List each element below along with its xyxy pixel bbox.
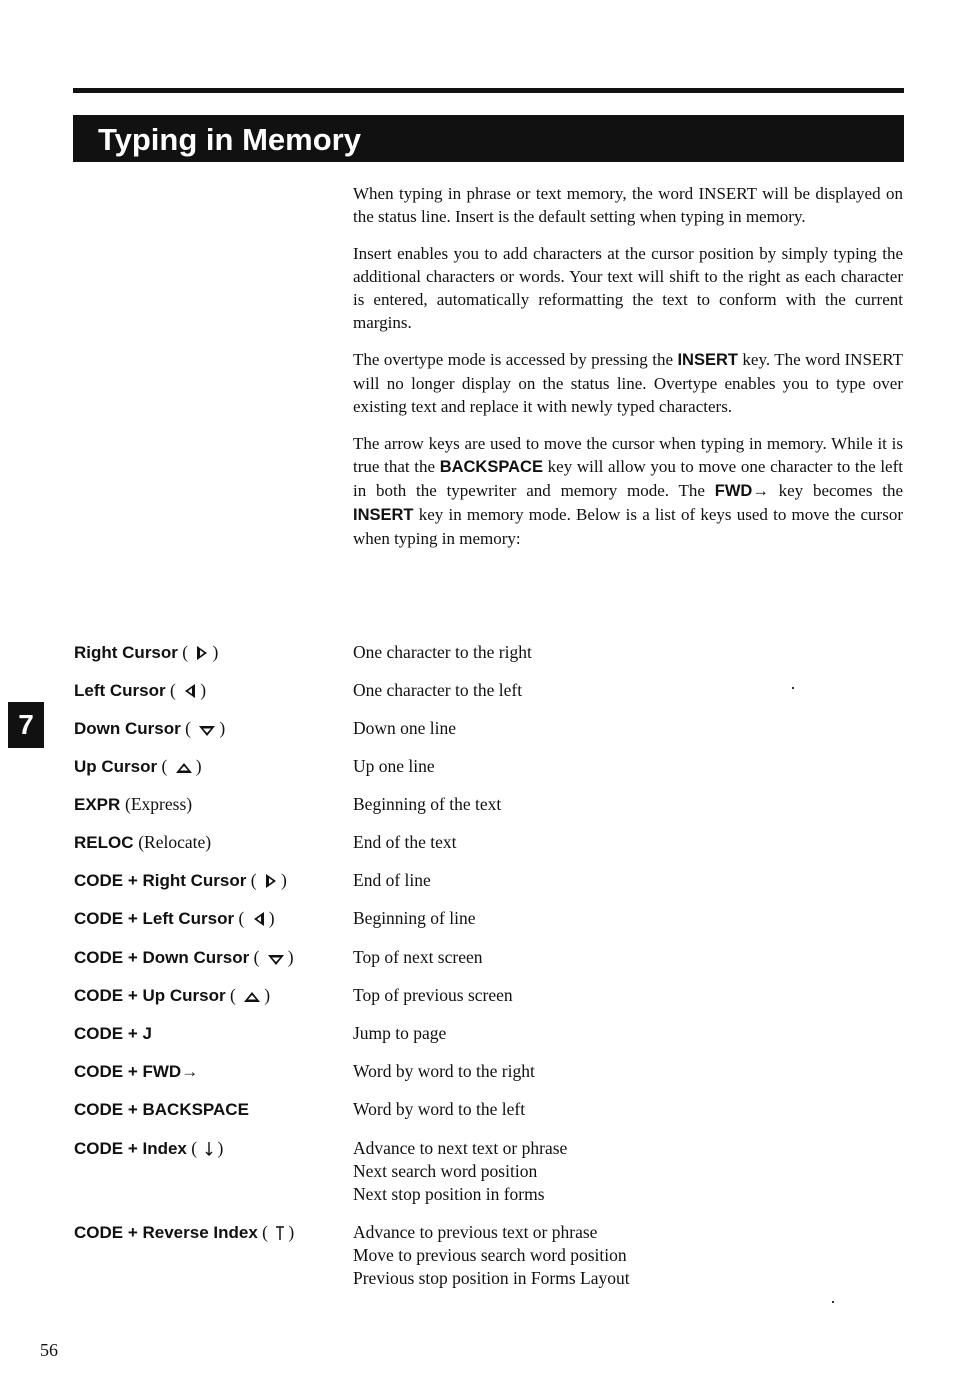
paren-open: ( — [157, 756, 172, 776]
key-description — [353, 984, 513, 1007]
key-combination — [74, 907, 275, 930]
arrow-up-icon — [240, 986, 264, 1005]
key-description — [353, 793, 501, 816]
key-description — [353, 641, 532, 664]
key-label: EXPR — [74, 795, 121, 814]
key-label: Right Cursor — [74, 643, 178, 662]
index-down-icon — [201, 1139, 217, 1158]
description-line: Advance to next text or phrase — [353, 1138, 568, 1158]
key-description — [353, 1137, 567, 1206]
paren-open: ( — [180, 718, 196, 738]
description-line: Previous stop position in Forms Layout — [353, 1268, 630, 1288]
paren-close: ) — [217, 1138, 224, 1158]
key-label: CODE + Left Cursor — [74, 909, 235, 928]
key-description — [353, 1060, 535, 1083]
key-note: (Relocate) — [138, 832, 212, 852]
key-label: CODE + Index — [74, 1139, 187, 1158]
page-number: 56 — [40, 1340, 58, 1360]
arrow-left-icon — [180, 681, 200, 700]
print-speck — [832, 1301, 834, 1303]
key-label: CODE + Down Cursor — [74, 948, 250, 967]
text-run: The arrow keys are used to move the cursor when typing in memory. While it is true that the — [353, 434, 903, 476]
description-line: Top of previous screen — [353, 985, 513, 1005]
paren-close: ) — [195, 756, 202, 776]
key-note: (Express) — [125, 794, 193, 814]
key-description — [353, 679, 522, 702]
key-description — [353, 869, 431, 892]
text-run: key becomes the — [768, 481, 903, 500]
description-line: Down one line — [353, 718, 457, 738]
description-line: Advance to previous text or phrase — [353, 1222, 598, 1242]
key-description — [353, 1098, 525, 1121]
text-run: key. The word INSERT will no longer display on the status line. Overtype enables you to type over existing text and replace it with newly typed characters. — [353, 350, 903, 416]
paren-close: ) — [264, 985, 271, 1005]
key-label: RELOC — [74, 833, 134, 852]
key-description — [353, 717, 456, 740]
description-line: Up one line — [353, 756, 435, 776]
key-label: CODE + Right Cursor — [74, 871, 247, 890]
key-name-insert: INSERT — [677, 351, 738, 369]
description-line: One character to the left — [353, 680, 523, 700]
key-combination — [74, 679, 206, 702]
key-combination — [74, 717, 225, 740]
top-rule — [73, 88, 904, 93]
key-description — [353, 831, 457, 854]
key-combination — [74, 1221, 294, 1244]
intro-paragraph-3 — [353, 348, 903, 418]
description-line: End of the text — [353, 832, 457, 852]
key-label: CODE + FWD→ — [74, 1062, 199, 1081]
key-combination — [74, 1022, 152, 1045]
text-run: The overtype mode is accessed by pressing the — [353, 350, 678, 369]
description-line: Move to previous search word position — [353, 1245, 627, 1265]
key-name-insert: INSERT — [353, 506, 414, 524]
key-description — [353, 907, 475, 930]
description-line: Word by word to the left — [353, 1099, 526, 1119]
text-run: key will allow you to move one character to the left in both the typewriter and memory mode. The — [353, 457, 903, 500]
description-line: Beginning of line — [353, 908, 476, 928]
key-description — [353, 755, 435, 778]
paren-open: ( — [234, 908, 249, 928]
description-line: Top of next screen — [353, 947, 483, 967]
key-combination — [74, 641, 218, 664]
paren-close: ) — [288, 1222, 295, 1242]
intro-text — [353, 182, 903, 564]
key-name-fwd: FWD→ — [714, 482, 769, 500]
key-name-backspace: BACKSPACE — [439, 458, 543, 476]
key-label: CODE + BACKSPACE — [74, 1100, 249, 1119]
description-line: Word by word to the right — [353, 1061, 535, 1081]
key-label: Up Cursor — [74, 757, 158, 776]
paren-open: ( — [186, 1138, 202, 1158]
key-combination — [74, 831, 211, 854]
key-combination — [74, 1137, 223, 1160]
text-run: key in memory mode. Below is a list of keys used to move the cursor when typing in memory: — [353, 505, 903, 548]
key-label: Left Cursor — [74, 681, 166, 700]
key-combination — [74, 1060, 198, 1083]
arrow-right-icon — [192, 643, 212, 662]
arrow-up-icon — [172, 757, 196, 776]
key-label: CODE + J — [74, 1024, 152, 1043]
description-line: Next stop position in forms — [353, 1184, 545, 1204]
intro-paragraph-1: When typing in phrase or text memory, the word INSERT will be displayed on the status line. Insert is the default setting when typing in memory. — [353, 184, 903, 226]
paren-open: ( — [246, 870, 261, 890]
key-label: CODE + Reverse Index — [74, 1223, 258, 1242]
description-line: Beginning of the text — [353, 794, 502, 814]
key-label: Down Cursor — [74, 719, 181, 738]
page-title: Typing in Memory — [73, 115, 904, 162]
key-description — [353, 1022, 446, 1045]
paren-close: ) — [200, 680, 207, 700]
key-description — [353, 1221, 630, 1290]
paren-open: ( — [257, 1222, 273, 1242]
index-up-icon — [272, 1223, 288, 1242]
key-description — [353, 946, 483, 969]
description-line: End of line — [353, 870, 431, 890]
intro-paragraph-4 — [353, 432, 903, 550]
paren-open: ( — [177, 642, 193, 662]
paren-open: ( — [249, 947, 264, 967]
paren-close: ) — [280, 870, 287, 890]
arrow-right-icon — [261, 871, 281, 890]
paren-close: ) — [268, 908, 275, 928]
key-combination — [74, 793, 192, 816]
print-speck — [792, 687, 794, 689]
paren-open: ( — [165, 680, 181, 700]
description-line: Next search word position — [353, 1161, 538, 1181]
intro-paragraph-2: Insert enables you to add characters at the cursor position by simply typing the additional characters or words. Your text will shift to the right as each character is entered, automatically reformatting the text to conform with the current margins. — [353, 244, 903, 332]
paren-close: ) — [287, 947, 294, 967]
arrow-down-icon — [264, 948, 288, 967]
paren-close: ) — [219, 718, 226, 738]
arrow-left-icon — [249, 909, 269, 928]
paren-open: ( — [225, 985, 241, 1005]
paren-close: ) — [212, 642, 219, 662]
arrow-down-icon — [195, 719, 219, 738]
key-label: CODE + Up Cursor — [74, 986, 226, 1005]
key-combination — [74, 869, 287, 892]
key-combination — [74, 946, 294, 969]
chapter-tab: 7 — [8, 702, 44, 748]
description-line: One character to the right — [353, 642, 532, 662]
key-combination — [74, 755, 202, 778]
key-combination — [74, 1098, 249, 1121]
key-combination — [74, 984, 270, 1007]
description-line: Jump to page — [353, 1023, 447, 1043]
